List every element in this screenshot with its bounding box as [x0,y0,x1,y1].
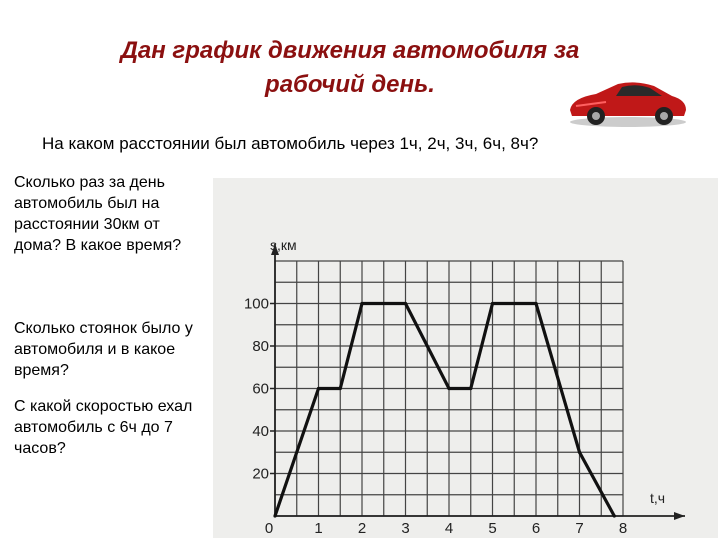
title-line-1: Дан график движения автомобиля за [120,37,580,64]
data-point [613,514,616,517]
data-point [317,387,320,390]
data-point [360,302,363,305]
question-count-30km: Сколько раз за день автомобиль был на расстоянии 30км от дома? В какое время? [14,174,182,254]
y-tick-label: 100 [243,295,269,313]
y-tick-label: 40 [252,423,269,440]
x-tick-label: 8 [618,520,628,537]
car-icon [566,72,690,128]
y-tick-label: 80 [252,338,269,355]
x-tick-label: 7 [575,520,584,537]
data-point [534,302,537,305]
data-point [491,302,494,305]
x-tick-label: 4 [444,520,454,537]
data-point [404,302,407,305]
x-tick-label: 3 [401,520,410,537]
x-axis-arrow [674,512,685,520]
x-tick-label: 1 [314,520,323,537]
data-point [447,387,450,390]
question-stops: Сколько стоянок было у автомобиля и в какое время? [14,320,193,379]
data-point [339,387,342,390]
distance-time-chart [213,178,718,538]
data-point [578,451,581,454]
y-tick-label: 60 [252,380,269,398]
question-speed: С какой скоростью ехал автомобиль с 6ч до 7 часов? [14,398,193,457]
title-line-2: рабочий день. [265,71,435,98]
x-tick-label: 2 [357,520,367,537]
x-tick-label: 5 [488,520,497,537]
data-point [273,514,276,517]
x-tick-label: 0 [264,520,274,537]
y-axis-label: s,км [270,237,297,253]
x-tick-label: 6 [531,520,541,537]
question-distance: На каком расстоянии был автомобиль через 1ч, 2ч, 3ч, 6ч, 8ч? [42,134,539,153]
chart-photo [213,178,718,538]
x-axis-label: t,ч [650,490,666,506]
data-point [469,387,472,390]
y-tick-label: 20 [252,465,269,483]
